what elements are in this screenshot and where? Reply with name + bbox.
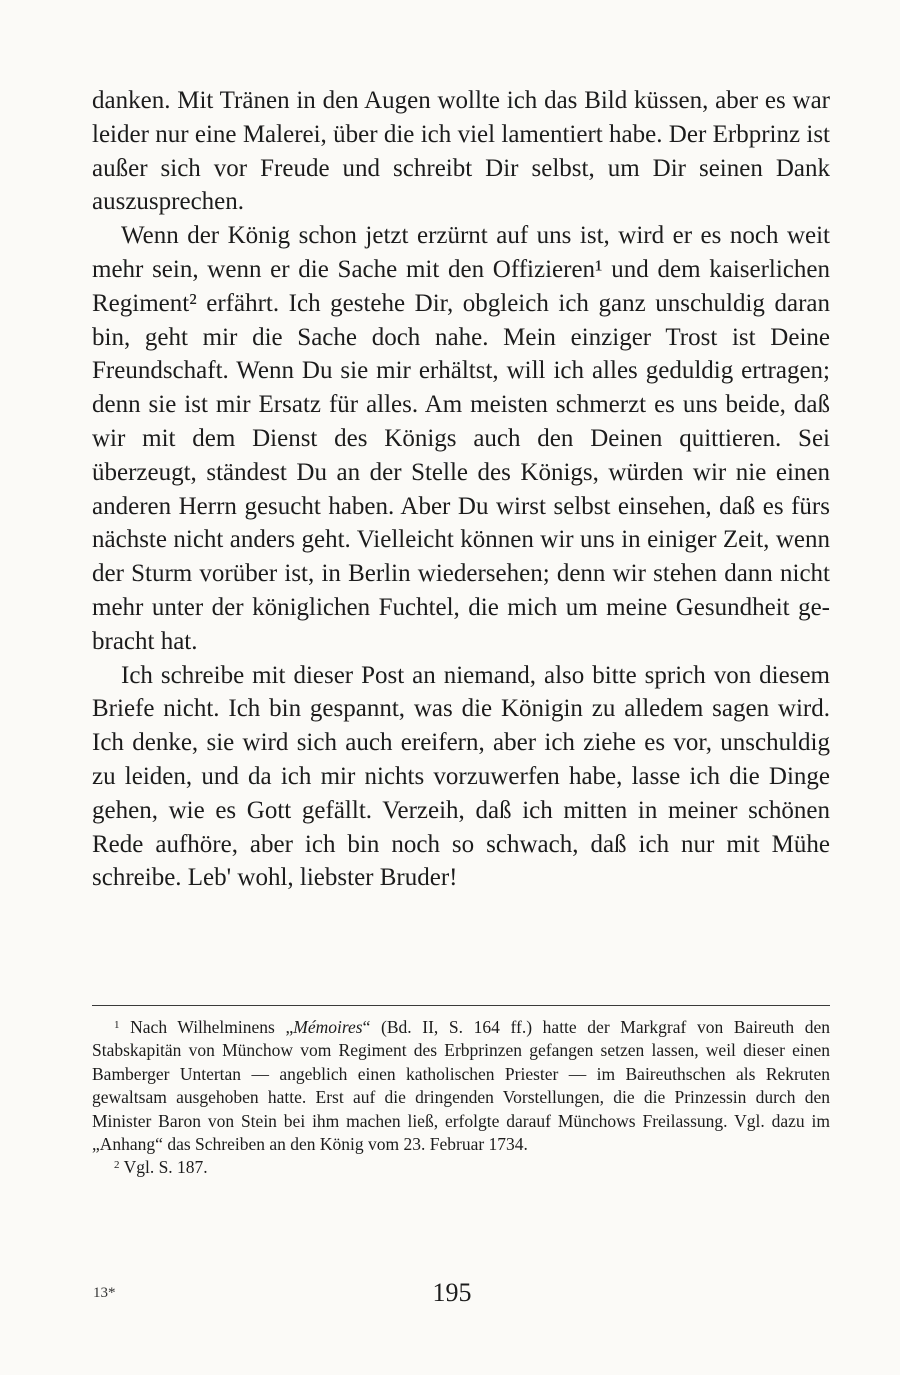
footnote-1-text-after: “ (Bd. II, S. 164 ff.) hatte der Markgraf von Baireuth den Stabskapitän von Münchow vom Regiment des Erbprinzen gefangen setzen lassen, weil dieser einen Bamberger Untertan — angeblich einen katholischen Priester — im Baireuthschen als Rekruten gewaltsam ausgehoben hatte. Erst auf die dringenden Vorstellungen, die die Prinzessin durch den Minister Baron von Stein bei ihm machen ließ, erfolgte darauf Münchows Freilassung. Vgl. dazu im „Anhang“ das Schreiben an den König vom 23. Februar 1734. [92, 1017, 831, 1155]
footnotes [92, 1016, 830, 1180]
paragraph-3: Ich schreibe mit dieser Post an niemand, also bitte sprich von diesem Briefe nicht. Ich bin gespannt, was die Königin zu alledem sagen wird. Ich denke, sie wird sich auch ereifern, aber ich ziehe es vor, unschuldig zu leiden, und da ich mir nichts vorzuwerfen habe, lasse ich die Dinge gehen, wie es Gott gefällt. Verzeih, daß ich mitten in meiner schönen Rede aufhöre, aber ich bin noch so schwach, daß ich nur mit Mühe schreibe. Leb' wohl, liebster Bruder! [92, 661, 830, 892]
paragraph-1: danken. Mit Tränen in den Augen wollte ich das Bild küssen, aber es war leider nur eine Malerei, über die ich viel lamentiert habe. Der Erbprinz ist außer sich vor Freude und schreibt Dir selbst, um Dir seinen Dank auszusprechen. [92, 87, 830, 216]
footnote-2-text: Vgl. S. 187. [123, 1157, 208, 1178]
footnote-1-marker: 1 [114, 1019, 120, 1031]
paragraph-2: Wenn der König schon jetzt erzürnt auf uns ist, wird er es noch weit mehr sein, wenn er die Sache mit den Offizieren¹ und dem kaiserlichen Regiment² erfährt. Ich gestehe Dir, obgleich ich ganz unschuldig daran bin, geht mir die Sache doch nahe. Mein einziger Trost ist Deine Freundschaft. Wenn Du sie mir erhältst, will ich alles geduldig ertragen; denn sie ist mir Ersatz für alles. Am meisten schmerzt es uns beide, daß wir mit dem Dienst des Königs auch den Deinen quittieren. Sei überzeugt, ständest Du an der Stelle des Königs, würden wir nie einen anderen Herrn gesucht haben. Aber Du wirst selbst einsehen, daß es fürs nächste nicht anders geht. Vielleicht können wir uns in einiger Zeit, wenn der Sturm vorüber ist, in Berlin wiedersehen; denn wir stehen dann nicht mehr unter der königlichen Fuchtel, die mich um meine Gesundheit ge-bracht hat. [92, 222, 830, 655]
footnote-1 [92, 1016, 830, 1156]
footnote-1-title: Mémoires [293, 1017, 363, 1037]
footnote-separator [92, 1005, 830, 1006]
footnote-1-text-before: Nach Wilhelminens „ [130, 1017, 294, 1037]
main-text [92, 84, 830, 895]
footnote-2-marker: 2 [114, 1159, 120, 1172]
page-number: 195 [432, 1278, 472, 1307]
footnote-2 [92, 1156, 830, 1179]
signature-mark: 13* [93, 1285, 116, 1301]
